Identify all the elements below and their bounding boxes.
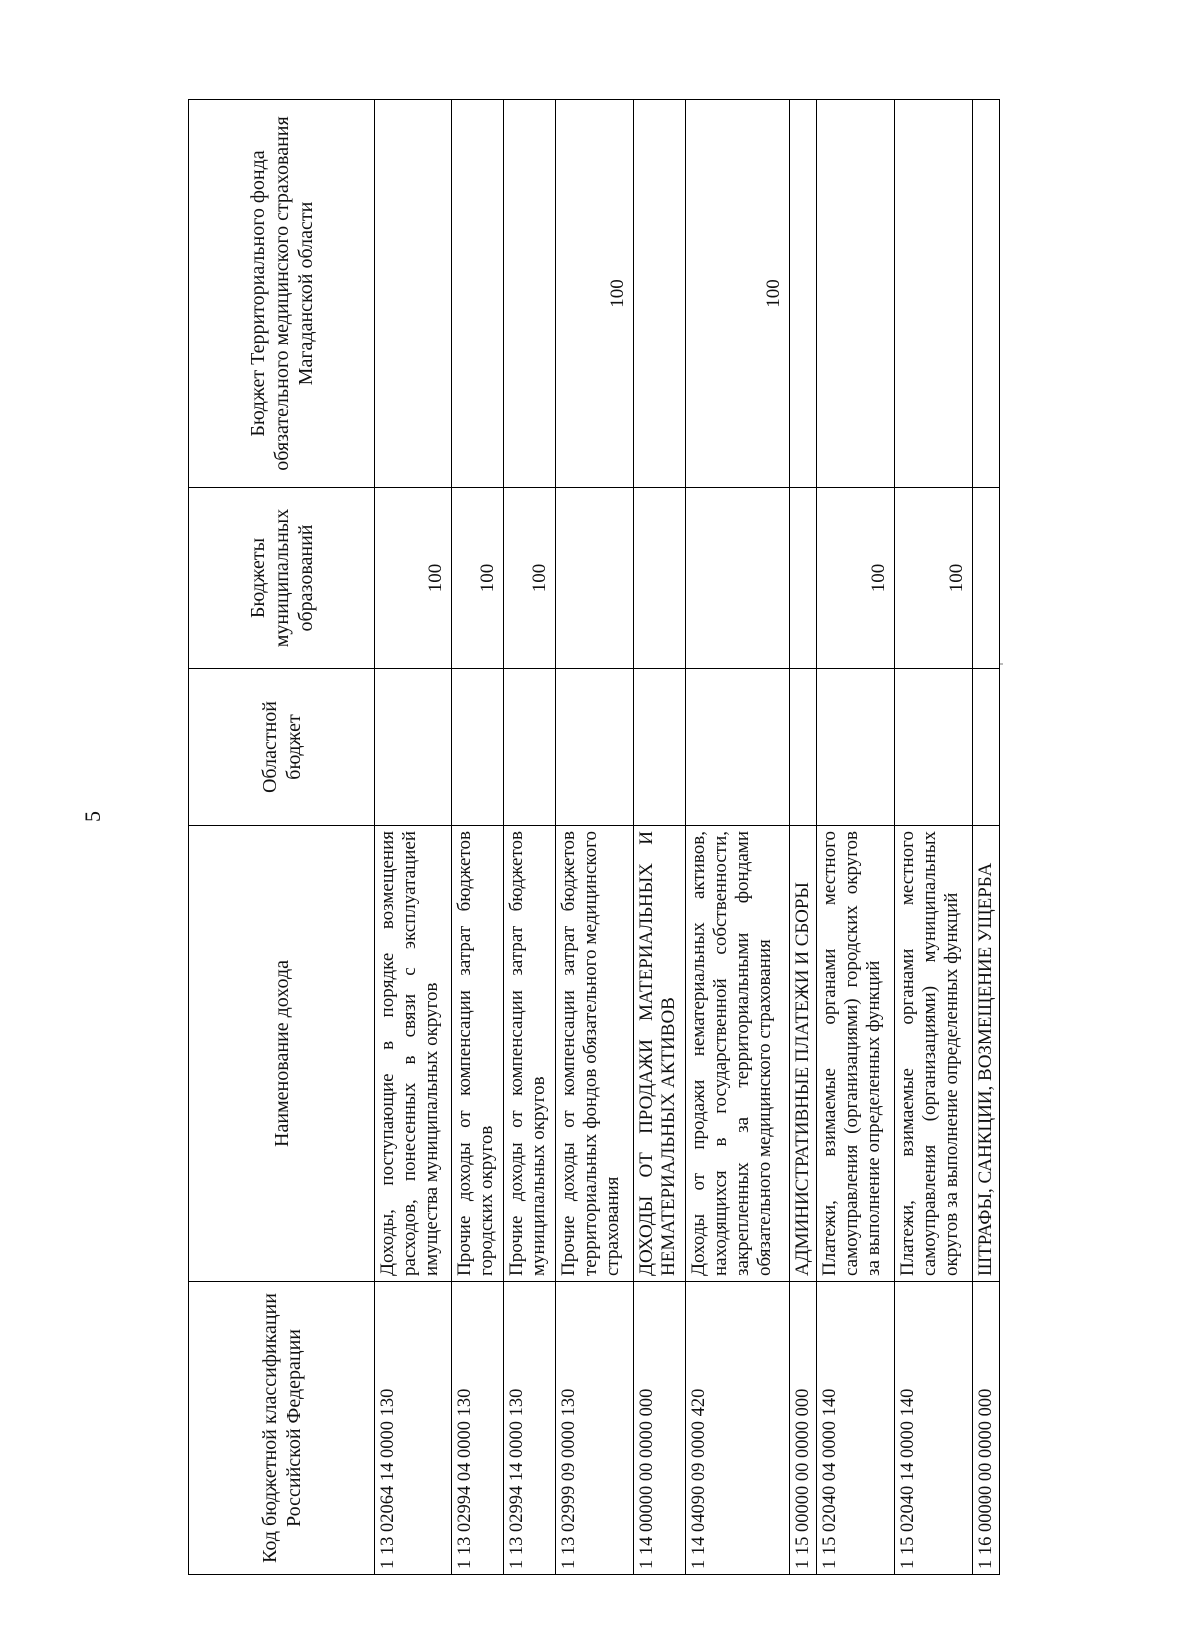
cell-regional [973,669,1000,826]
cell-tfoms [504,100,556,488]
cell-tfoms [817,100,895,488]
table-row [504,100,556,1575]
header-municipal: Бюджеты муниципальных образований [189,488,375,669]
cell-code: 1 13 02064 14 0000 130 [375,1282,452,1575]
cell-municipal [790,488,817,669]
cell-name: Платежи, взимаемые органами местного самоуправления (организациями) муниципальных округов за выполнение определенных функций [895,826,973,1282]
table-row [790,100,817,1575]
cell-tfoms: 100 [686,100,790,488]
budget-income-table [188,99,1000,1575]
header-tfoms: Бюджет Территориального фонда обязательного медицинского страхования Магаданской области [189,100,375,488]
cell-name: АДМИНИСТРАТИВНЫЕ ПЛАТЕЖИ И СБОРЫ [790,826,817,1282]
cell-code: 1 16 00000 00 0000 000 [973,1282,1000,1575]
cell-code: 1 15 02040 04 0000 140 [817,1282,895,1575]
cell-name: ШТРАФЫ, САНКЦИИ, ВОЗМЕЩЕНИЕ УЩЕРБА [973,826,1000,1282]
cell-name: Прочие доходы от компенсации затрат бюджетов территориальных фондов обязательного медицинского страхования [556,826,634,1282]
cell-municipal [634,488,686,669]
cell-tfoms [790,100,817,488]
cell-code: 1 14 04090 09 0000 420 [686,1282,790,1575]
cell-regional [686,669,790,826]
table-row [973,100,1000,1575]
cell-code: 1 13 02994 14 0000 130 [504,1282,556,1575]
cell-regional [504,669,556,826]
cell-tfoms [452,100,504,488]
cell-regional [634,669,686,826]
cell-code: 1 15 00000 00 0000 000 [790,1282,817,1575]
cell-name: Доходы от продажи нематериальных активов, находящихся в государственной собственности, закрепленных за территориальными фондами обязательного медицинского страхования [686,826,790,1282]
cell-name: ДОХОДЫ ОТ ПРОДАЖИ МАТЕРИАЛЬНЫХ И НЕМАТЕРИАЛЬНЫХ АКТИВОВ [634,826,686,1282]
cell-regional [452,669,504,826]
header-name: Наименование дохода [189,826,375,1282]
cell-name: Прочие доходы от компенсации затрат бюджетов муниципальных округов [504,826,556,1282]
table-row [556,100,634,1575]
cell-tfoms [895,100,973,488]
header-regional: Областной бюджет [189,669,375,826]
cell-municipal: 100 [895,488,973,669]
cell-name: Платежи, взимаемые органами местного самоуправления (организациями) городских округов за выполнение определенных функций [817,826,895,1282]
table-row [686,100,790,1575]
cell-name: Доходы, поступающие в порядке возмещения расходов, понесенных в связи с эксплуатацией имущества муниципальных округов [375,826,452,1282]
cell-municipal [686,488,790,669]
cell-regional [375,669,452,826]
page-number: 5 [80,811,105,822]
cell-code: 1 15 02040 14 0000 140 [895,1282,973,1575]
table-row [634,100,686,1575]
scan-speck [1000,663,1003,665]
cell-code: 1 13 02999 09 0000 130 [556,1282,634,1575]
cell-code: 1 14 00000 00 0000 000 [634,1282,686,1575]
cell-tfoms [973,100,1000,488]
table-row [375,100,452,1575]
cell-code: 1 13 02994 04 0000 130 [452,1282,504,1575]
cell-name: Прочие доходы от компенсации затрат бюджетов городских округов [452,826,504,1282]
rotated-table-container [188,100,996,1575]
table-header-row [189,100,375,1575]
cell-tfoms [375,100,452,488]
cell-municipal: 100 [452,488,504,669]
cell-regional [790,669,817,826]
cell-regional [817,669,895,826]
table-row [817,100,895,1575]
cell-tfoms: 100 [556,100,634,488]
cell-municipal [973,488,1000,669]
cell-municipal: 100 [817,488,895,669]
cell-regional [556,669,634,826]
header-code: Код бюджетной классификации Российской Федерации [189,1282,375,1575]
cell-regional [895,669,973,826]
cell-municipal: 100 [504,488,556,669]
cell-tfoms [634,100,686,488]
cell-municipal: 100 [375,488,452,669]
cell-municipal [556,488,634,669]
table-row [452,100,504,1575]
table-row [895,100,973,1575]
